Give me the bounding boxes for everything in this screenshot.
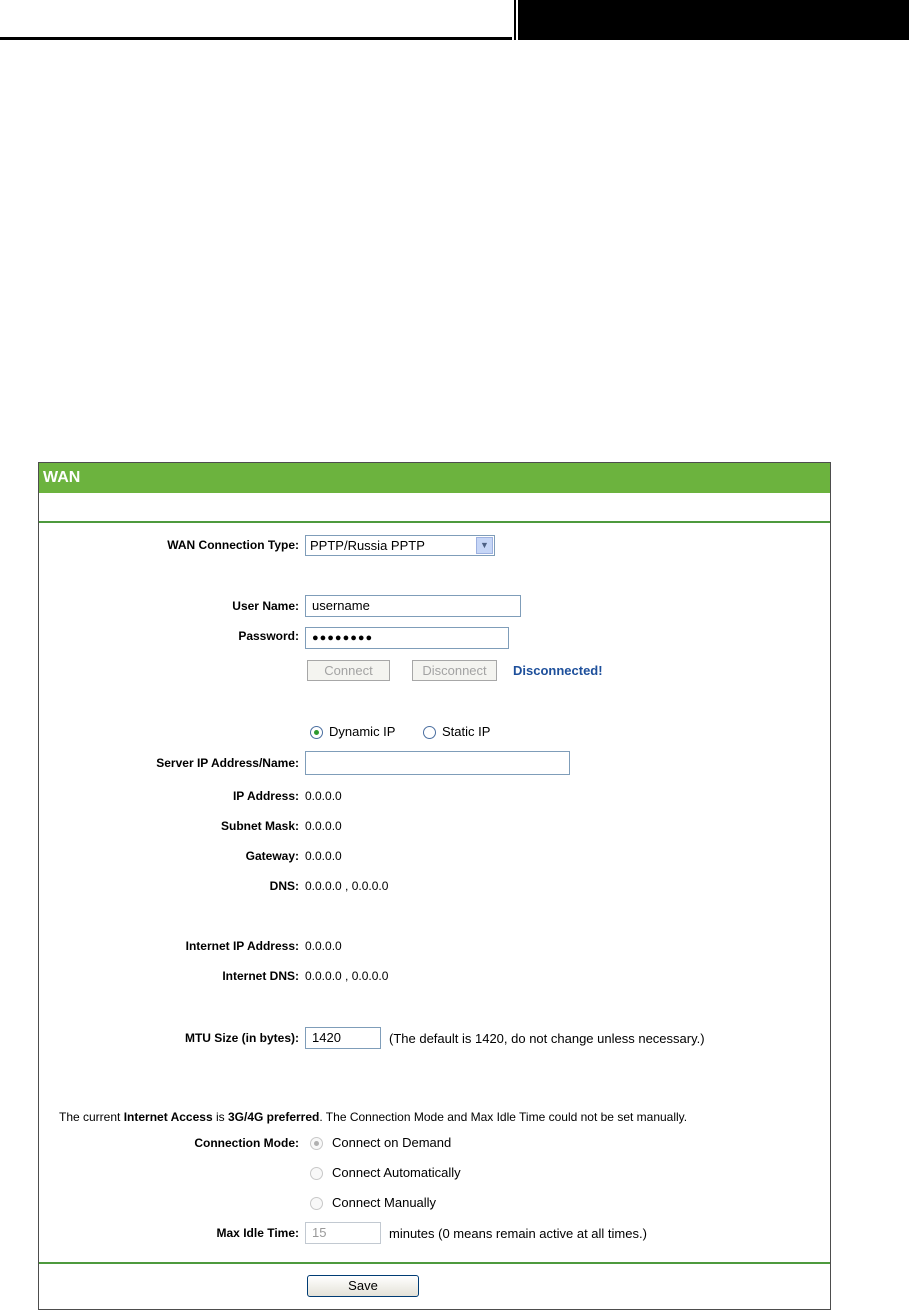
document-header bbox=[0, 0, 909, 42]
idle-label: Max Idle Time: bbox=[216, 1226, 299, 1240]
idle-hint: minutes (0 means remain active at all times.) bbox=[389, 1226, 647, 1241]
wan-type-value: PPTP/Russia PPTP bbox=[310, 538, 425, 553]
connection-status: Disconnected! bbox=[513, 663, 603, 678]
connect-button[interactable]: Connect bbox=[307, 660, 390, 681]
mask-label: Subnet Mask: bbox=[220, 819, 299, 833]
notice-post: . The Connection Mode and Max Idle Time could not be set manually. bbox=[319, 1110, 688, 1124]
header-rule bbox=[0, 37, 512, 40]
mtu-input[interactable]: 1420 bbox=[305, 1027, 381, 1049]
mtu-hint: (The default is 1420, do not change unless necessary.) bbox=[389, 1031, 705, 1046]
username-label: User Name: bbox=[232, 599, 299, 613]
mode-auto-radio[interactable] bbox=[310, 1167, 323, 1180]
notice-internet-access: Internet Access bbox=[123, 1110, 213, 1124]
dns-value: 0.0.0.0 , 0.0.0.0 bbox=[305, 879, 389, 893]
save-button[interactable]: Save bbox=[307, 1275, 419, 1297]
dynamic-ip-label: Dynamic IP bbox=[329, 724, 396, 739]
server-input[interactable] bbox=[305, 751, 570, 775]
header-black-band bbox=[518, 0, 909, 40]
inet-ip-value: 0.0.0.0 bbox=[305, 939, 342, 953]
conn-mode-label: Connection Mode: bbox=[194, 1136, 299, 1150]
static-ip-radio[interactable] bbox=[423, 726, 436, 739]
mode-manual-radio[interactable] bbox=[310, 1197, 323, 1210]
username-input[interactable]: username bbox=[305, 595, 521, 617]
mtu-label: MTU Size (in bytes): bbox=[184, 1031, 299, 1045]
password-label: Password: bbox=[238, 629, 299, 643]
mode-auto-label: Connect Automatically bbox=[332, 1165, 461, 1180]
access-notice bbox=[59, 1110, 687, 1124]
inet-ip-label: Internet IP Address: bbox=[185, 939, 299, 953]
mode-manual-label: Connect Manually bbox=[332, 1195, 437, 1210]
mode-demand-label: Connect on Demand bbox=[332, 1135, 452, 1150]
wan-type-label: WAN Connection Type: bbox=[167, 538, 299, 552]
password-input[interactable]: ●●●●●●●● bbox=[305, 627, 509, 649]
chevron-down-icon[interactable]: ▼ bbox=[476, 537, 493, 554]
ip-label: IP Address: bbox=[232, 789, 299, 803]
panel-title: WAN bbox=[39, 463, 830, 493]
disconnect-button[interactable]: Disconnect bbox=[412, 660, 497, 681]
header-divider bbox=[514, 0, 516, 40]
inet-dns-label: Internet DNS: bbox=[222, 969, 299, 983]
gateway-value: 0.0.0.0 bbox=[305, 849, 342, 863]
notice-mid: is bbox=[212, 1110, 228, 1124]
wan-type-select[interactable] bbox=[305, 535, 495, 556]
wan-panel bbox=[38, 462, 831, 1310]
dynamic-ip-radio[interactable] bbox=[310, 726, 323, 739]
dns-label: DNS: bbox=[269, 879, 299, 893]
idle-input[interactable]: 15 bbox=[305, 1222, 381, 1244]
static-ip-label: Static IP bbox=[442, 724, 491, 739]
gateway-label: Gateway: bbox=[245, 849, 299, 863]
ip-value: 0.0.0.0 bbox=[305, 789, 342, 803]
server-label: Server IP Address/Name: bbox=[156, 756, 299, 770]
notice-pre: The current bbox=[59, 1110, 124, 1124]
mode-demand-radio[interactable] bbox=[310, 1137, 323, 1150]
top-separator bbox=[39, 521, 830, 523]
mask-value: 0.0.0.0 bbox=[305, 819, 342, 833]
inet-dns-value: 0.0.0.0 , 0.0.0.0 bbox=[305, 969, 389, 983]
bottom-separator bbox=[39, 1262, 830, 1264]
notice-preferred: 3G/4G preferred bbox=[227, 1110, 320, 1124]
